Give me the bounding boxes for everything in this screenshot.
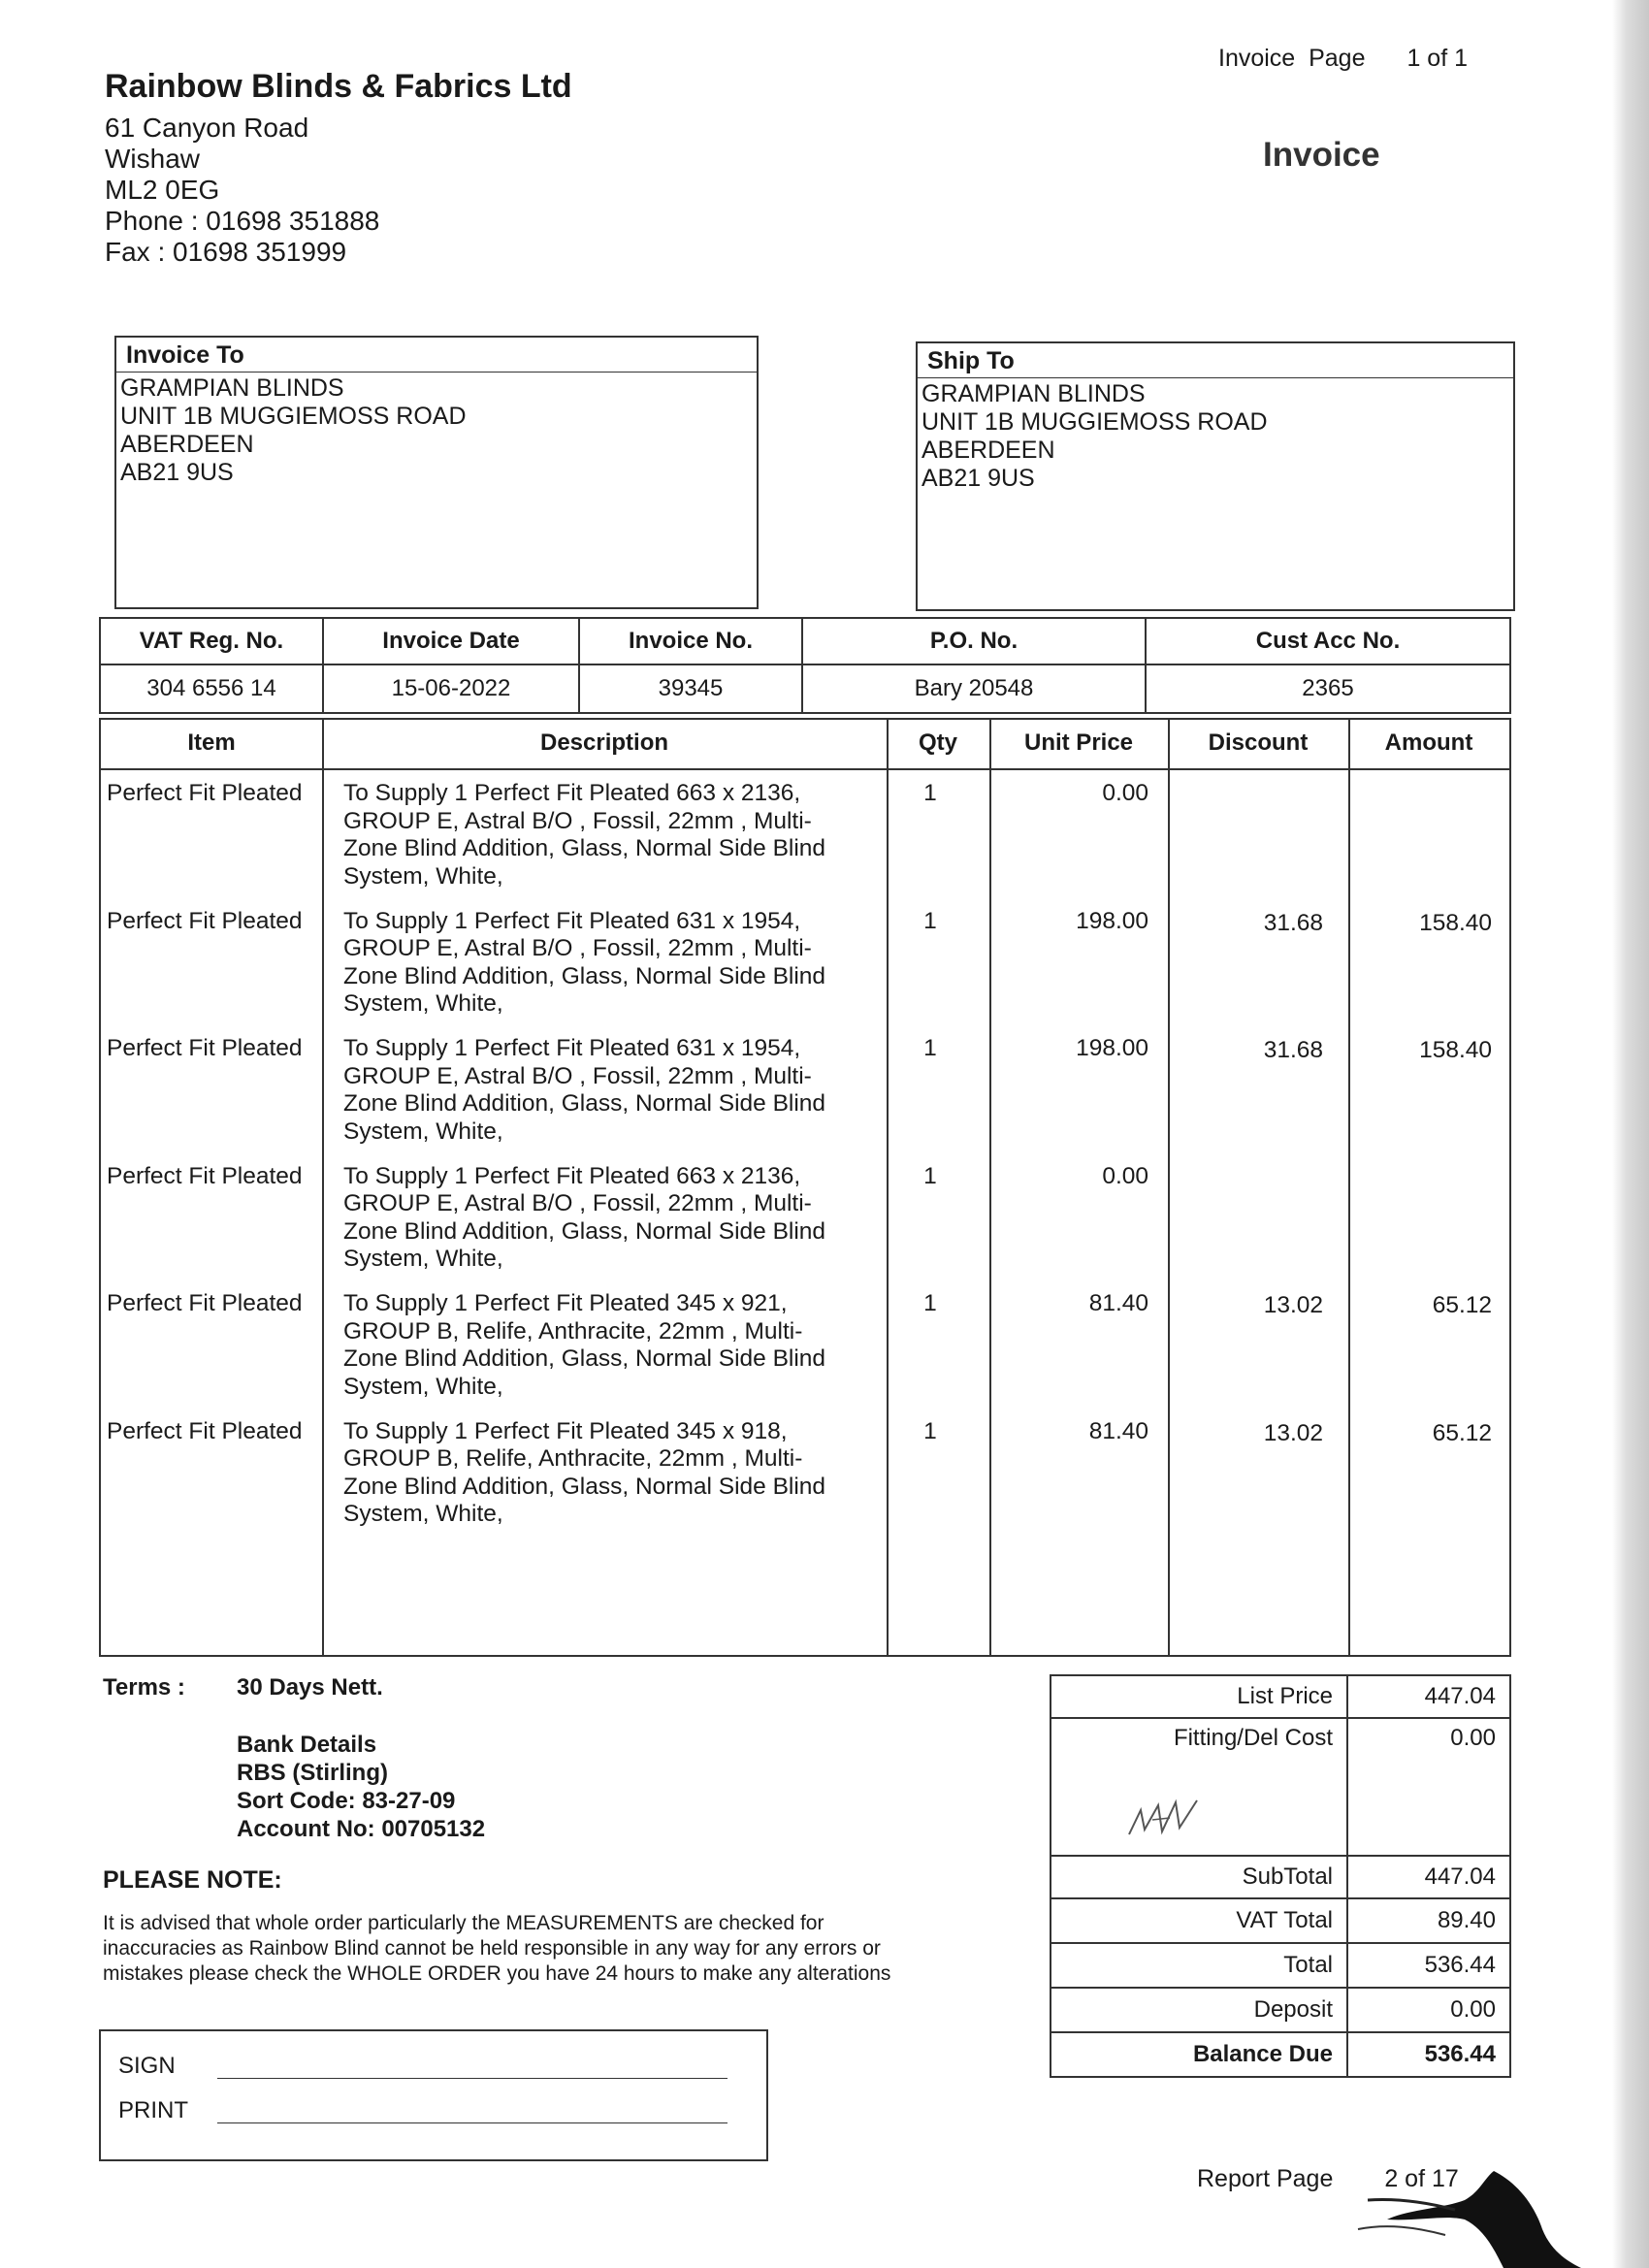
deposit-value: 0.00 xyxy=(1347,1988,1510,2032)
description-cell xyxy=(343,780,887,891)
description-line: Zone Blind Addition, Glass, Normal Side Blind xyxy=(343,962,826,989)
address-line: ML2 0EG xyxy=(105,175,220,205)
description-cell xyxy=(343,1035,887,1146)
description-line: To Supply 1 Perfect Fit Pleated 631 x 1954, xyxy=(343,1035,801,1061)
invoice-date-header: Invoice Date xyxy=(323,618,579,664)
fitting-label: Fitting/Del Cost xyxy=(1173,1725,1333,1751)
table-row xyxy=(101,770,1509,897)
bank-details-title: Bank Details xyxy=(237,1732,377,1758)
item-cell: Perfect Fit Pleated xyxy=(107,780,303,806)
totals-table xyxy=(1050,1674,1511,2078)
description-line: To Supply 1 Perfect Fit Pleated 345 x 921, xyxy=(343,1290,788,1316)
note-line: It is advised that whole order particularly the MEASUREMENTS are checked for xyxy=(103,1912,824,1934)
description-line: Zone Blind Addition, Glass, Normal Side Blind xyxy=(343,1217,826,1245)
description-line: System, White, xyxy=(343,862,503,890)
balance-due-label: Balance Due xyxy=(1051,2032,1347,2077)
amount-cell: 65.12 xyxy=(1432,1419,1492,1446)
description-header: Description xyxy=(539,729,669,756)
balance-due-value: 536.44 xyxy=(1347,2032,1510,2077)
unit-price-cell: 198.00 xyxy=(1076,1035,1148,1061)
fitting-cell xyxy=(1051,1718,1347,1856)
handwritten-initials xyxy=(1119,1781,1236,1849)
description-line: GROUP B, Relife, Anthracite, 22mm , Multi- xyxy=(343,1445,803,1472)
signature-box xyxy=(99,2029,768,2161)
invoice-no-value: 39345 xyxy=(579,664,802,713)
invoice-to-line: ABERDEEN xyxy=(120,431,254,458)
po-no-value: Bary 20548 xyxy=(802,664,1146,713)
amount-cell: 158.40 xyxy=(1419,909,1492,936)
invoice-info-table xyxy=(99,617,1511,714)
please-note-text xyxy=(103,1911,995,1987)
sort-code: Sort Code: 83-27-09 xyxy=(237,1788,456,1814)
description-line: To Supply 1 Perfect Fit Pleated 345 x 918, xyxy=(343,1417,788,1444)
qty-cell: 1 xyxy=(923,1035,937,1061)
unit-price-cell: 81.40 xyxy=(1088,1290,1148,1316)
description-line: GROUP B, Relife, Anthracite, 22mm , Multi- xyxy=(343,1317,803,1345)
invoice-to-line: UNIT 1B MUGGIEMOSS ROAD xyxy=(120,403,467,430)
invoice-to-line: GRAMPIAN BLINDS xyxy=(120,374,344,402)
qty-cell: 1 xyxy=(923,780,937,806)
amount-cell: 158.40 xyxy=(1419,1037,1492,1063)
list-price-value: 447.04 xyxy=(1347,1675,1510,1718)
item-cell: Perfect Fit Pleated xyxy=(107,1162,303,1189)
discount-header: Discount xyxy=(1208,729,1309,756)
invoice-page-value: 1 of 1 xyxy=(1406,45,1469,72)
scan-edge-shadow xyxy=(1612,0,1649,2268)
bank-details xyxy=(237,1731,485,1843)
table-row xyxy=(101,1025,1509,1152)
invoice-date-value: 15-06-2022 xyxy=(323,664,579,713)
description-line: Zone Blind Addition, Glass, Normal Side Blind xyxy=(343,1345,826,1372)
report-page-value: 2 of 17 xyxy=(1384,2165,1459,2192)
ship-to-header: Ship To xyxy=(918,343,1513,378)
address-line: Wishaw xyxy=(105,144,201,174)
ink-smudge xyxy=(1348,2161,1581,2268)
unit-price-cell: 81.40 xyxy=(1088,1417,1148,1444)
print-label: PRINT xyxy=(118,2097,188,2123)
ship-to-line: AB21 9US xyxy=(922,465,1035,492)
description-line: Zone Blind Addition, Glass, Normal Side Blind xyxy=(343,1090,826,1117)
description-line: GROUP E, Astral B/O , Fossil, 22mm , Multi- xyxy=(343,935,812,961)
description-line: To Supply 1 Perfect Fit Pleated 663 x 2136, xyxy=(343,780,801,806)
table-row xyxy=(101,1280,1509,1408)
fitting-value: 0.00 xyxy=(1347,1718,1510,1856)
vat-reg-header: VAT Reg. No. xyxy=(100,618,323,664)
unit-price-header: Unit Price xyxy=(1023,729,1134,756)
fax-line: Fax : 01698 351999 xyxy=(105,237,347,267)
ship-to-box xyxy=(916,341,1515,611)
subtotal-label: SubTotal xyxy=(1051,1856,1347,1898)
total-value: 536.44 xyxy=(1347,1943,1510,1988)
item-cell: Perfect Fit Pleated xyxy=(107,907,303,934)
description-line: To Supply 1 Perfect Fit Pleated 663 x 2136, xyxy=(343,1162,801,1189)
items-header-row xyxy=(101,720,1509,770)
unit-price-cell: 198.00 xyxy=(1076,907,1148,934)
list-price-label: List Price xyxy=(1051,1675,1347,1718)
description-line: System, White, xyxy=(343,1501,503,1527)
table-row xyxy=(101,898,1509,1025)
description-line: Zone Blind Addition, Glass, Normal Side Blind xyxy=(343,1473,826,1500)
terms-label: Terms : xyxy=(103,1674,185,1701)
ship-to-line: ABERDEEN xyxy=(922,437,1055,464)
item-cell: Perfect Fit Pleated xyxy=(107,1035,303,1061)
subtotal-value: 447.04 xyxy=(1347,1856,1510,1898)
description-line: Zone Blind Addition, Glass, Normal Side Blind xyxy=(343,835,826,861)
invoice-page-indicator xyxy=(1218,45,1468,73)
please-note-heading: PLEASE NOTE: xyxy=(103,1866,282,1894)
po-no-header: P.O. No. xyxy=(802,618,1146,664)
address-line: 61 Canyon Road xyxy=(105,113,309,143)
qty-cell: 1 xyxy=(923,907,937,934)
item-header: Item xyxy=(187,729,236,756)
item-cell: Perfect Fit Pleated xyxy=(107,1417,303,1444)
invoice-no-header: Invoice No. xyxy=(579,618,802,664)
phone-line: Phone : 01698 351888 xyxy=(105,206,380,236)
line-items-table xyxy=(99,718,1511,1657)
cust-acc-header: Cust Acc No. xyxy=(1146,618,1510,664)
table-row xyxy=(101,1153,1509,1280)
qty-header: Qty xyxy=(918,729,957,756)
vat-reg-value: 304 6556 14 xyxy=(100,664,323,713)
description-cell xyxy=(343,1163,887,1274)
sign-label: SIGN xyxy=(118,2053,176,2079)
description-cell xyxy=(343,908,887,1019)
description-line: System, White, xyxy=(343,1246,503,1272)
qty-cell: 1 xyxy=(923,1417,937,1444)
description-line: System, White, xyxy=(343,1118,503,1145)
bank-name: RBS (Stirling) xyxy=(237,1760,388,1786)
total-label: Total xyxy=(1051,1943,1347,1988)
unit-price-cell: 0.00 xyxy=(1102,780,1148,806)
description-line: GROUP E, Astral B/O , Fossil, 22mm , Multi- xyxy=(343,1062,812,1089)
note-line: mistakes please check the WHOLE ORDER you have 24 hours to make any alterations xyxy=(103,1962,891,1985)
print-line[interactable] xyxy=(217,2122,728,2123)
invoice-to-box xyxy=(114,336,759,609)
description-line: GROUP E, Astral B/O , Fossil, 22mm , Multi- xyxy=(343,807,812,834)
invoice-to-line: AB21 9US xyxy=(120,459,234,486)
sign-line[interactable] xyxy=(217,2078,728,2079)
discount-cell: 13.02 xyxy=(1263,1419,1323,1446)
discount-cell: 13.02 xyxy=(1263,1292,1323,1318)
deposit-label: Deposit xyxy=(1051,1988,1347,2032)
description-line: System, White, xyxy=(343,1373,503,1400)
invoice-to-header: Invoice To xyxy=(116,338,757,373)
terms-value: 30 Days Nett. xyxy=(237,1674,383,1701)
ship-to-line: UNIT 1B MUGGIEMOSS ROAD xyxy=(922,408,1268,436)
report-page-label: Report Page xyxy=(1197,2165,1334,2192)
discount-cell: 31.68 xyxy=(1263,909,1323,936)
table-row xyxy=(101,1409,1509,1536)
description-line: To Supply 1 Perfect Fit Pleated 631 x 1954, xyxy=(343,907,801,934)
invoice-page-label: Invoice Page xyxy=(1218,45,1366,72)
description-line: System, White, xyxy=(343,990,503,1017)
vat-total-value: 89.40 xyxy=(1347,1898,1510,1943)
item-cell: Perfect Fit Pleated xyxy=(107,1290,303,1316)
description-cell xyxy=(343,1418,887,1529)
qty-cell: 1 xyxy=(923,1290,937,1316)
account-number: Account No: 00705132 xyxy=(237,1816,486,1842)
discount-cell: 31.68 xyxy=(1263,1037,1323,1063)
document-title: Invoice xyxy=(1263,136,1380,174)
vat-total-label: VAT Total xyxy=(1051,1898,1347,1943)
company-name: Rainbow Blinds & Fabrics Ltd xyxy=(105,68,572,105)
company-address xyxy=(105,113,379,268)
amount-cell: 65.12 xyxy=(1432,1292,1492,1318)
amount-header: Amount xyxy=(1384,729,1473,756)
ship-to-line: GRAMPIAN BLINDS xyxy=(922,380,1146,407)
qty-cell: 1 xyxy=(923,1162,937,1189)
unit-price-cell: 0.00 xyxy=(1102,1162,1148,1189)
description-line: GROUP E, Astral B/O , Fossil, 22mm , Multi- xyxy=(343,1190,812,1216)
note-line: inaccuracies as Rainbow Blind cannot be held responsible in any way for any errors or xyxy=(103,1937,881,1960)
cust-acc-value: 2365 xyxy=(1146,664,1510,713)
description-cell xyxy=(343,1290,887,1401)
